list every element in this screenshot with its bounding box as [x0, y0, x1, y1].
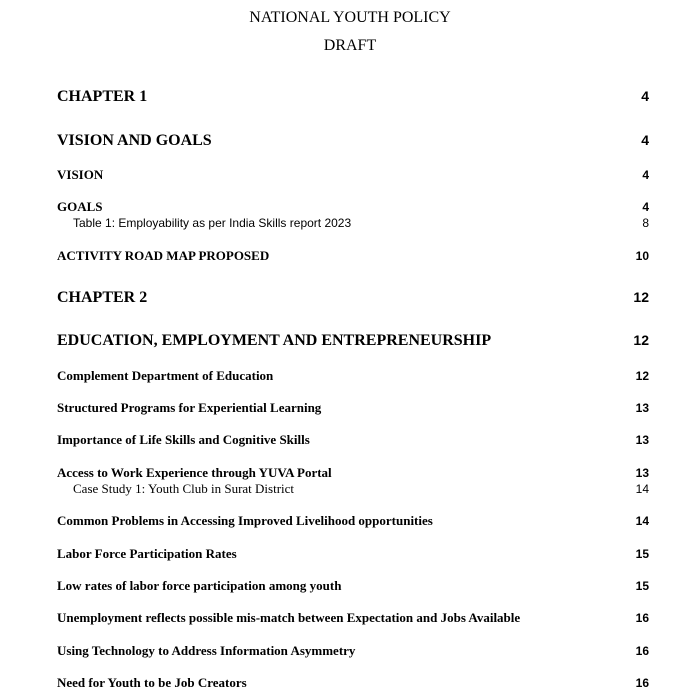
toc-entry-title: Table 1: Employability as per India Skills report 2023 — [73, 216, 352, 230]
toc-entry-labor-force-rates — [57, 546, 649, 562]
toc-entry-page: 16 — [635, 611, 649, 625]
toc-entry-title: Labor Force Participation Rates — [57, 546, 237, 561]
toc-entry-page: 4 — [641, 88, 649, 104]
toc-entry-title: Complement Department of Education — [57, 368, 274, 383]
toc-entry-title: Access to Work Experience through YUVA Portal — [57, 465, 332, 480]
toc-entry-technology-asymmetry — [57, 643, 649, 659]
toc-entry-goals — [57, 199, 649, 215]
toc-entry-table-1 — [73, 216, 649, 230]
toc-entry-page: 12 — [633, 289, 649, 305]
toc-entry-case-study-1 — [73, 481, 649, 497]
toc-entry-chapter-1 — [57, 88, 649, 106]
toc-entry-title: ACTIVITY ROAD MAP PROPOSED — [57, 248, 270, 263]
toc-entry-page: 13 — [635, 466, 649, 480]
toc-entry-chapter-2 — [57, 289, 649, 307]
toc-entry-structured-programs — [57, 400, 649, 416]
toc-entry-title: Common Problems in Accessing Improved Livelihood opportunities — [57, 513, 433, 528]
toc-entry-title: GOALS — [57, 199, 103, 214]
toc-entry-page: 4 — [642, 168, 649, 182]
toc-entry-page: 13 — [635, 401, 649, 415]
toc-entry-title: Importance of Life Skills and Cognitive Skills — [57, 432, 310, 447]
toc-entry-title: Low rates of labor force participation among youth — [57, 578, 342, 593]
toc-entry-page: 15 — [635, 547, 649, 561]
toc-entry-education-employment — [57, 332, 649, 350]
toc-entry-vision-and-goals — [57, 132, 649, 150]
toc-entry-page: 8 — [642, 216, 649, 230]
toc-entry-title: Unemployment reflects possible mis-match between Expectation and Jobs Available — [57, 610, 521, 625]
toc-entry-page: 12 — [635, 369, 649, 383]
toc-entry-vision — [57, 167, 649, 183]
document-subtitle: DRAFT — [323, 37, 377, 54]
toc-entry-title: CHAPTER 2 — [57, 289, 148, 306]
toc-entry-activity-road-map — [57, 248, 649, 264]
toc-entry-page: 10 — [635, 249, 649, 263]
toc-entry-page: 14 — [635, 482, 649, 496]
toc-entry-page: 4 — [641, 132, 649, 148]
toc-entry-page: 16 — [635, 644, 649, 658]
toc-entry-yuva-portal — [57, 465, 649, 481]
toc-entry-common-problems — [57, 513, 649, 529]
toc-entry-title: Case Study 1: Youth Club in Surat District — [73, 481, 295, 496]
toc-entry-page: 13 — [635, 433, 649, 447]
toc-entry-title: EDUCATION, EMPLOYMENT AND ENTREPRENEURSHIP — [57, 332, 492, 349]
toc-entry-life-skills — [57, 432, 649, 448]
toc-entry-title: Need for Youth to be Job Creators — [57, 675, 247, 690]
toc-entry-title: VISION AND GOALS — [57, 132, 212, 149]
toc-entry-title: VISION — [57, 167, 104, 182]
document-title: NATIONAL YOUTH POLICY — [249, 9, 451, 26]
toc-entry-page: 16 — [635, 676, 649, 690]
toc-entry-page: 4 — [642, 200, 649, 214]
toc-entry-title: Using Technology to Address Information Asymmetry — [57, 643, 356, 658]
toc-entry-low-participation — [57, 578, 649, 594]
toc-entry-title: CHAPTER 1 — [57, 88, 148, 105]
toc-entry-title: Structured Programs for Experiential Learning — [57, 400, 322, 415]
toc-entry-page: 12 — [633, 332, 649, 348]
toc-entry-unemployment-mismatch — [57, 610, 649, 626]
toc-entry-complement-education — [57, 368, 649, 384]
toc-entry-page: 14 — [635, 514, 649, 528]
toc-entry-page: 15 — [635, 579, 649, 593]
toc-entry-job-creators — [57, 675, 649, 691]
